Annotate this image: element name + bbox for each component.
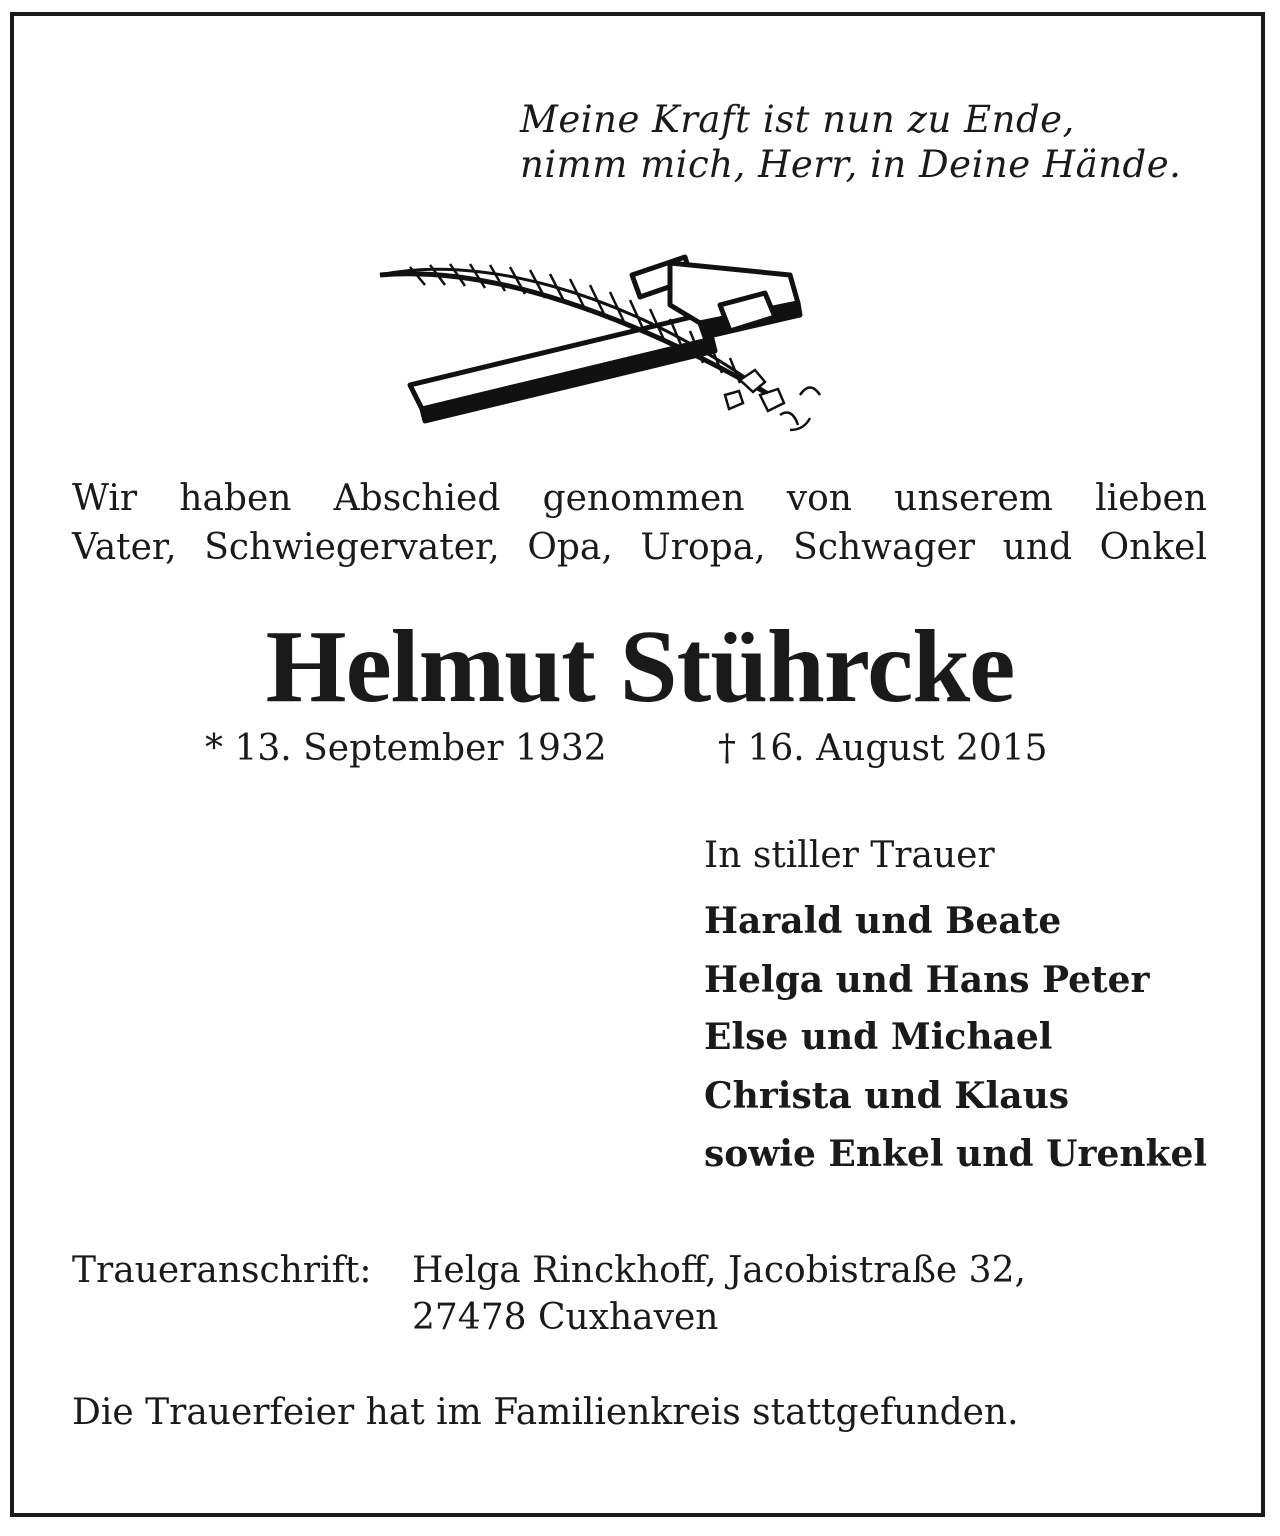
obituary-frame bbox=[10, 12, 1265, 1517]
address-label: Traueranschrift: bbox=[72, 1250, 372, 1291]
mourner-name: Christa und Klaus bbox=[704, 1075, 1070, 1117]
address-line-2: 27478 Cuxhaven bbox=[412, 1297, 719, 1338]
intro-line-2: Vater, Schwiegervater, Opa, Uropa, Schwager und Onkel bbox=[72, 527, 1207, 568]
quote-line-2: nimm mich, Herr, in Deine Hände. bbox=[520, 143, 1182, 186]
mourner-name: Harald und Beate bbox=[704, 900, 1062, 942]
birth-date: * 13. September 1932 bbox=[205, 728, 607, 769]
closing-note: Die Trauerfeier hat im Familienkreis stattgefunden. bbox=[72, 1392, 1019, 1433]
cross-with-palm-icon bbox=[370, 245, 840, 450]
mourners-heading: In stiller Trauer bbox=[704, 835, 995, 876]
deceased-name: Helmut Stührcke bbox=[265, 609, 1015, 724]
intro-line-1: Wir haben Abschied genommen von unserem lieben bbox=[72, 478, 1207, 519]
mourner-name: Else und Michael bbox=[704, 1016, 1053, 1058]
quote-line-1: Meine Kraft ist nun zu Ende, bbox=[520, 98, 1075, 141]
address-line-1: Helga Rinckhoff, Jacobistraße 32, bbox=[412, 1250, 1026, 1291]
mourner-name: Helga und Hans Peter bbox=[704, 959, 1150, 1001]
death-date: † 16. August 2015 bbox=[718, 728, 1048, 769]
mourner-name: sowie Enkel und Urenkel bbox=[704, 1133, 1208, 1175]
